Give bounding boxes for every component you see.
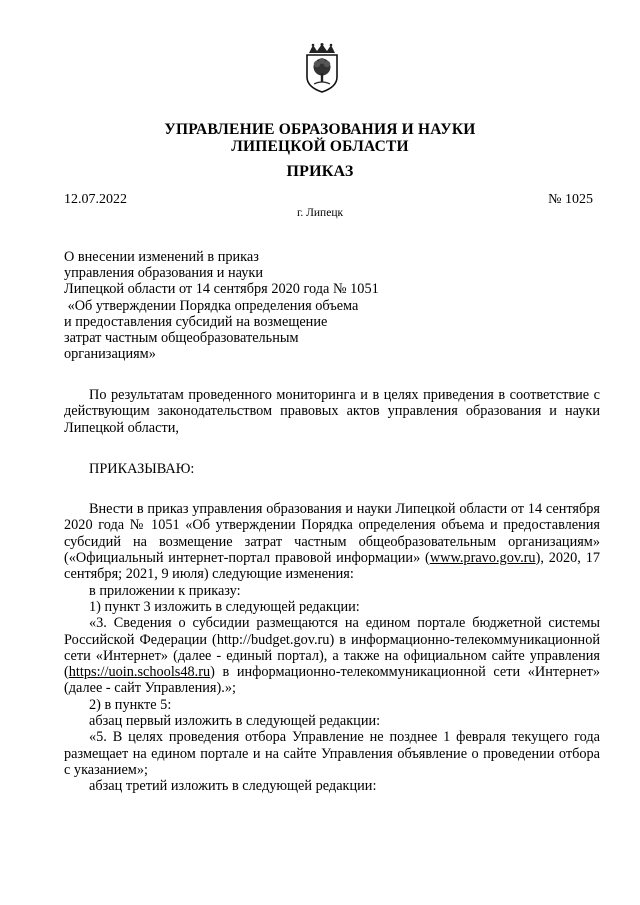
subject-line: Липецкой области от 14 сентября 2020 года № 1051: [64, 281, 379, 298]
coat-of-arms-icon: [303, 43, 341, 93]
quote3-text-end: ) в информационно-телекоммуникационной сети «Интернет» (далее - сайт Управления).»;: [64, 664, 600, 697]
para-1-instruction: абзац первый изложить в следующей редакции:: [89, 713, 381, 730]
doc-body: [64, 387, 600, 795]
pravo-link[interactable]: www.pravo.gov.ru: [429, 550, 536, 567]
doc-type-title: ПРИКАЗ: [286, 163, 354, 180]
para-3-instruction: абзац третий изложить в следующей редакции:: [89, 778, 377, 795]
main-paragraph: [64, 501, 600, 582]
item-2: 2) в пункте 5:: [89, 696, 172, 713]
doc-date: 12.07.2022: [64, 192, 127, 207]
main-text-start: Внести в приказ управления образования и науки Липецкой области от 14 сентября 2020 года № 1051 «Об утверждении Порядка определения объема и предоставления субсидий на возмещение затрат частным общеобразовательным организациям» («Официальный интернет-портал правовой информации» (: [64, 501, 600, 567]
subject-line: «Об утверждении Порядка определения объема: [64, 297, 359, 314]
schools-link[interactable]: https://uoin.schools48.ru: [68, 664, 211, 681]
quote3-text-start: «3. Сведения о субсидии размещаются на едином портале бюджетной системы Российской Федерации (http://budget.gov.ru) в информационно-телекоммуникационной сети «Интернет» (далее - единый портал), а также на официальном сайте управления (: [64, 615, 600, 681]
doc-city: г. Липецк: [296, 207, 344, 219]
subject-line: управления образования и науки: [64, 265, 264, 282]
main-text-end: ), 2020, 17 сентября; 2021, 9 июля) следующие изменения:: [64, 550, 601, 583]
doc-subject: [64, 249, 444, 362]
quote-point-3: [64, 615, 600, 696]
subject-line: О внесении изменений в приказ: [64, 249, 259, 265]
org-name-line1: УПРАВЛЕНИЕ ОБРАЗОВАНИЯ И НАУКИ: [164, 121, 476, 138]
preamble-paragraph: По результатам проведенного мониторинга и в целях приведения в соответствие с действующим законодательством правовых актов управления образования и науки Липецкой области,: [64, 387, 600, 436]
subject-line: организациям»: [64, 346, 156, 363]
order-word: ПРИКАЗЫВАЮ:: [89, 460, 195, 477]
item-1: 1) пункт 3 изложить в следующей редакции:: [89, 598, 360, 615]
doc-number: № 1025: [548, 192, 593, 207]
subject-line: и предоставления субсидий на возмещение: [64, 313, 328, 330]
quote-point-5: «5. В целях проведения отбора Управление не позднее 1 февраля текущего года размещает на едином портале и на сайте Управления объявление о проведении отбора с указанием»;: [64, 729, 600, 778]
subject-line: затрат частным общеобразовательным: [64, 330, 299, 347]
annex-item: в приложении к приказу:: [89, 582, 241, 599]
org-name-line2: ЛИПЕЦКОЙ ОБЛАСТИ: [231, 138, 409, 155]
